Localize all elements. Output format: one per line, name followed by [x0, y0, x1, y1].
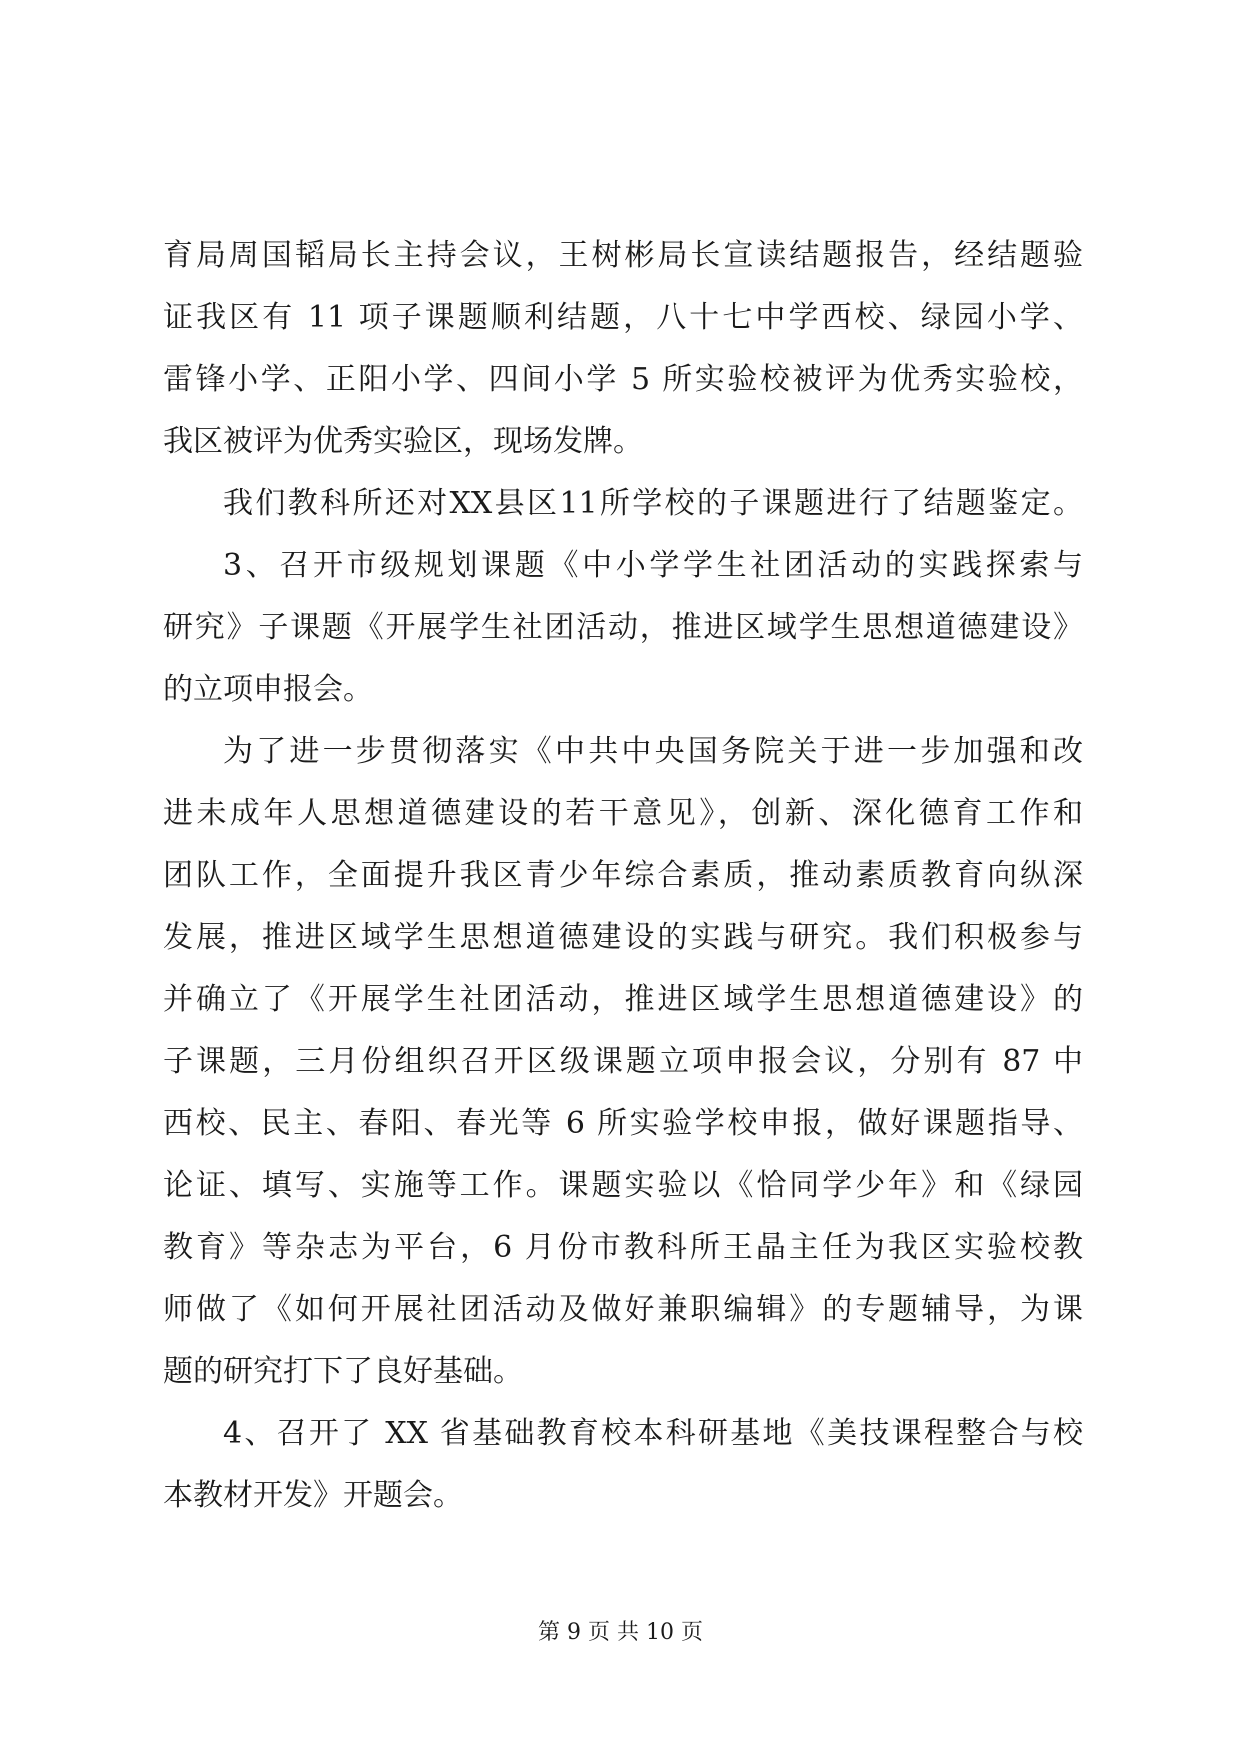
text-line: 的立项申报会。	[163, 672, 373, 707]
text-line: 我区被评为优秀实验区，现场发牌。	[163, 424, 643, 459]
text-line: 题的研究打下了良好基础。	[163, 1354, 523, 1389]
text-line: 进未成年人思想道德建设的若干意见》，创新、深化德育工作和	[163, 796, 1083, 831]
text-line: 证我区有 11 项子课题顺利结题，八十七中学西校、绿园小学、	[163, 300, 1083, 335]
text-line: 我们教科所还对XX县区11所学校的子课题进行了结题鉴定。	[223, 486, 1083, 521]
text-line: 并确立了《开展学生社团活动，推进区域学生思想道德建设》的	[163, 982, 1083, 1017]
document-body	[163, 225, 1083, 1527]
text-line: 西校、民主、春阳、春光等 6 所实验学校申报，做好课题指导、	[163, 1106, 1083, 1141]
text-line: 论证、填写、实施等工作。课题实验以《恰同学少年》和《绿园	[163, 1168, 1083, 1203]
text-line: 本教材开发》开题会。	[163, 1478, 463, 1513]
text-line: 师做了《如何开展社团活动及做好兼职编辑》的专题辅导，为课	[163, 1292, 1083, 1327]
text-line: 为了进一步贯彻落实《中共中央国务院关于进一步加强和改	[223, 734, 1083, 769]
page-footer: 第 9 页 共 10 页	[538, 1620, 703, 1645]
text-line: 发展，推进区域学生思想道德建设的实践与研究。我们积极参与	[163, 920, 1083, 955]
text-line: 子课题，三月份组织召开区级课题立项申报会议，分别有 87 中	[163, 1044, 1083, 1079]
text-line: 研究》子课题《开展学生社团活动，推进区域学生思想道德建设》	[163, 610, 1083, 645]
text-line: 雷锋小学、正阳小学、四间小学 5 所实验校被评为优秀实验校，	[163, 362, 1083, 397]
text-line: 4、召开了 XX 省基础教育校本科研基地《美技课程整合与校	[223, 1416, 1083, 1451]
text-line: 教育》等杂志为平台，6 月份市教科所王晶主任为我区实验校教	[163, 1230, 1083, 1265]
text-line: 团队工作，全面提升我区青少年综合素质，推动素质教育向纵深	[163, 858, 1083, 893]
text-line: 育局周国韬局长主持会议，王树彬局长宣读结题报告，经结题验	[163, 238, 1083, 273]
text-line: 3、召开市级规划课题《中小学学生社团活动的实践探索与	[223, 548, 1083, 583]
